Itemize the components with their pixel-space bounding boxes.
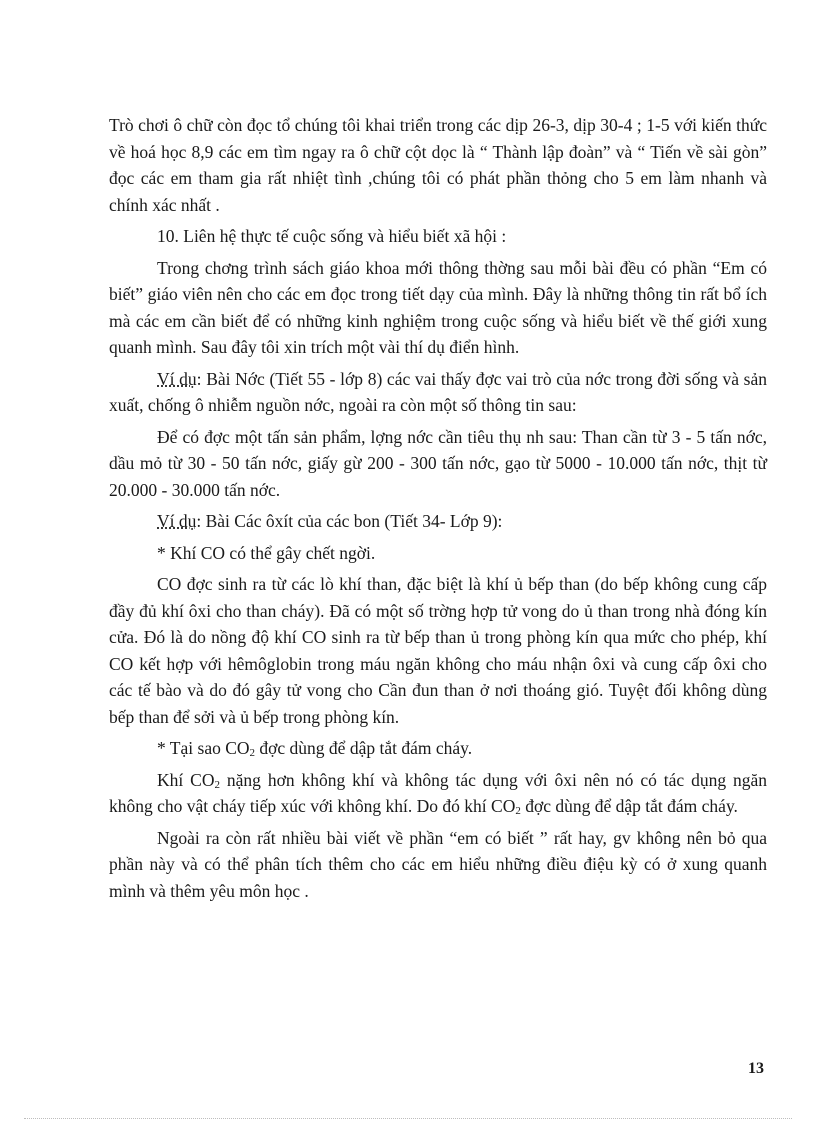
body-text [109, 112, 767, 909]
paragraph-co: CO đợc sinh ra từ các lò khí than, đặc biệt là khí ủ bếp than (do bếp không cung cấp đầy đủ khí ôxi cho than cháy). Đã có một số trờng hợp tử vong do ủ than trong nhà đóng kín cửa. Đó là do nồng độ khí CO sinh ra từ bếp than ủ trong phòng kín qua mức cho phép, khí CO kết hợp với hêmôglobin trong máu ngăn không cho máu nhận ôxi và cung cấp ôxi cho các tế bào và do đó gây tử vong cho Cần đun than ở nơi thoáng gió. Tuyệt đối không dùng bếp than để sởi và ủ bếp trong phòng kín. [109, 574, 767, 727]
paragraph-example-water [109, 366, 767, 419]
text-span: * Tại sao CO [157, 738, 250, 758]
example-text: : Bài Các ôxít của các bon (Tiết 34- Lớp 9): [196, 511, 503, 531]
example-text: : Bài Nớc (Tiết 55 - lớp 8) các vai thấy đợc vai trò của nớc trong đời sống và sản xuất, chống ô nhiễm nguồn nớc, ngoài ra còn một số thông tin sau: [109, 368, 767, 415]
heading-co-toxic: * Khí CO có thể gây chết ngời. [157, 542, 376, 563]
section-heading-10: 10. Liên hệ thực tế cuộc sống và hiểu biết xã hội : [157, 226, 507, 246]
example-label: Ví dụ [157, 511, 197, 531]
paragraph-textbook: Trong chơng trình sách giáo khoa mới thông thờng sau mỗi bài đều có phần “Em có biết” giáo viên nên cho các em đọc trong tiết dạy của mình. Đây là những thông tin rất bổ ích mà các em cần biết để có những kinh nghiệm trong cuộc sống và hiểu biết về thế giới xung quanh mình. Sau đây tôi xin trích một vài thí dụ điển hình. [109, 257, 767, 357]
subscript: 2 [214, 778, 220, 791]
text-span: nặng hơn không khí và không tác dụng với ôxi nên nó có tác dụng ngăn không cho vật cháy tiếp xúc với không khí. Do đó khí CO [109, 769, 768, 816]
heading-co2 [109, 735, 767, 762]
page-number: 13 [748, 1060, 764, 1077]
footer-divider [24, 1118, 792, 1119]
paragraph-crossword: Trò chơi ô chữ còn đọc tổ chúng tôi khai triển trong các dịp 26-3, dịp 30-4 ; 1-5 với kiến thức về hoá học 8,9 các em tìm ngay ra ô chữ cột dọc là “ Thành lập đoàn” và “ Tiến về sài gòn” đọc các em tham gia rất nhiệt tình ,chúng tôi có phát phần thỏng cho 5 em làm nhanh và chính xác nhất . [109, 115, 767, 215]
text-span: Khí CO [157, 769, 215, 790]
text-span: đợc dùng để dập tắt đám cháy. [255, 738, 473, 758]
text-span: đợc dùng để dập tắt đám cháy. [520, 796, 738, 816]
paragraph-water-usage: Để có đợc một tấn sản phẩm, lợng nớc cần tiêu thụ nh sau: Than cần từ 3 - 5 tấn nớc, dầu mỏ từ 30 - 50 tấn nớc, giấy gừ 200 - 300 tấn nớc, gạo từ 5000 - 10.000 tấn nớc, thịt từ 20.000 - 30.000 tấn nớc. [109, 426, 767, 500]
paragraph-conclusion: Ngoài ra còn rất nhiều bài viết về phần “em có biết ” rất hay, gv không nên bỏ qua phần này và có thể phân tích thêm cho các em hiểu những điều điệu kỳ có ở xung quanh mình và thêm yêu môn học . [109, 827, 767, 901]
paragraph-example-oxide [109, 508, 767, 535]
subscript: 2 [515, 805, 521, 817]
example-label: Ví dụ [157, 368, 197, 389]
subscript: 2 [249, 747, 256, 759]
paragraph-co2 [109, 767, 767, 820]
